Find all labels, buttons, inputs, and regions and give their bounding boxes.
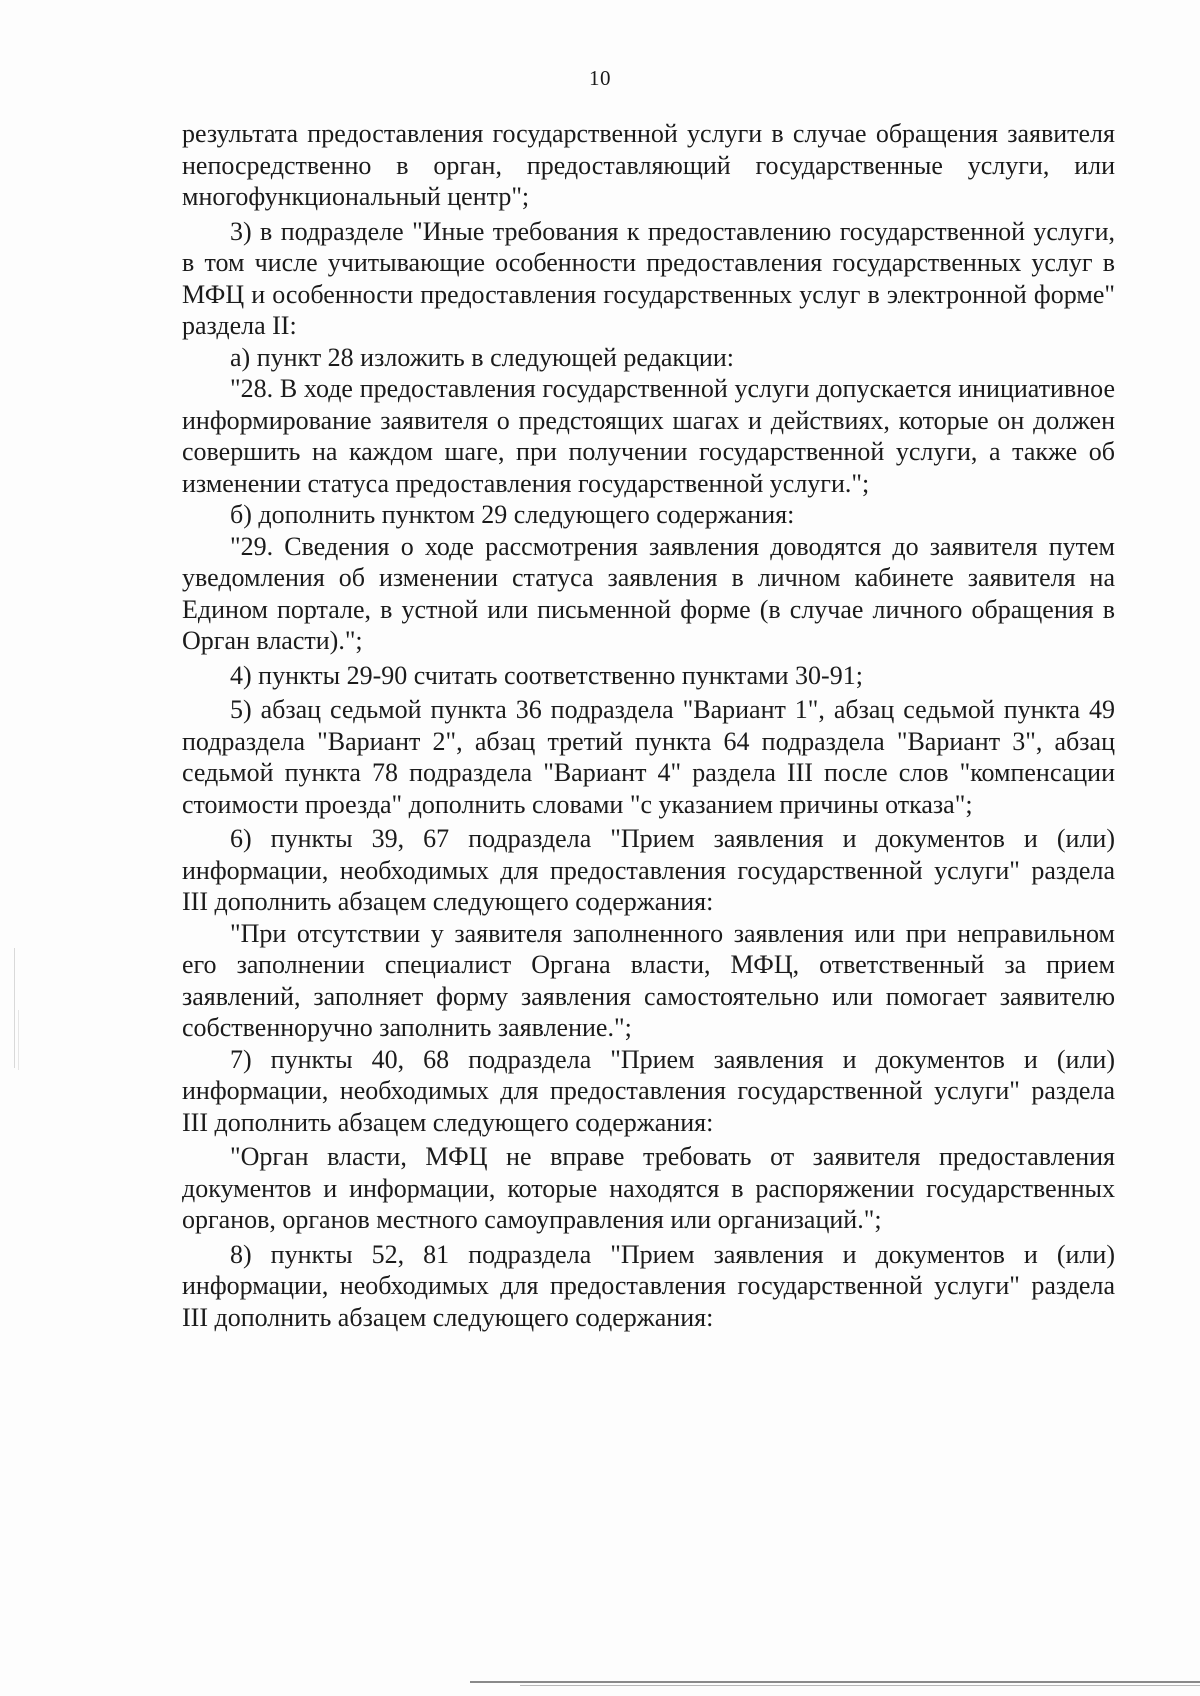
paragraph-point-29: "29. Сведения о ходе рассмотрения заявления доводятся до заявителя путем уведомления об изменении статуса заявления в личном кабинете заявителя на Едином портале, в устной или письменной форме (в случае личного обращения в Орган власти).";	[182, 531, 1115, 655]
paragraph-item-7: 7) пункты 40, 68 подраздела "Прием заявления и документов и (или) информации, необходимых для предоставления государственной услуги" раздела III дополнить абзацем следующего содержания:	[182, 1044, 1115, 1137]
paragraph-item-8: 8) пункты 52, 81 подраздела "Прием заявления и документов и (или) информации, необходимых для предоставления государственной услуги" раздела III дополнить абзацем следующего содержания:	[182, 1239, 1115, 1332]
scan-edge-mark	[14, 948, 15, 1068]
paragraph-quote-item-6: "При отсутствии у заявителя заполненного заявления или при неправильном его заполнении специалист Органа власти, МФЦ, ответственный за прием заявлений, заполняет форму заявления самостоятельно или помогает заявителю собственноручно заполнить заявление.";	[182, 918, 1115, 1042]
paragraph-item-3: 3) в подразделе "Иные требования к предоставлению государственной услуги, в том числе учитывающие особенности предоставления государственных услуг в МФЦ и особенности предоставления государственных услуг в электронной форме" раздела II:	[182, 216, 1115, 340]
paragraph-item-6: 6) пункты 39, 67 подраздела "Прием заявления и документов и (или) информации, необходимых для предоставления государственной услуги" раздела III дополнить абзацем следующего содержания:	[182, 824, 1115, 916]
paragraph-subitem-b: б) дополнить пунктом 29 следующего содержания:	[230, 500, 795, 529]
scan-edge-mark	[18, 1010, 19, 1070]
paragraph-point-28: "28. В ходе предоставления государственной услуги допускается инициативное информирование заявителя о предстоящих шагах и действиях, которые он должен совершить на каждом шаге, при получении государственной услуги, а также об изменении статуса предоставления государственной услуги.";	[182, 374, 1115, 498]
bottom-scan-line	[470, 1681, 1200, 1683]
paragraph-item-5: 5) абзац седьмой пункта 36 подраздела "Вариант 1", абзац седьмой пункта 49 подраздела "Вариант 2", абзац третий пункта 64 подраздела "Вариант 3", абзац седьмой пункта 78 подраздела "Вариант 4" раздела III после слов "компенсации стоимости проезда" дополнить словами "с указанием причины отказа";	[182, 695, 1115, 819]
page-number: 10	[589, 66, 611, 90]
paragraph-subitem-a: а) пункт 28 изложить в следующей редакции:	[230, 342, 734, 372]
bottom-scan-line	[520, 1685, 1200, 1686]
paragraph-quote-item-7: "Орган власти, МФЦ не вправе требовать от заявителя предоставления документов и информации, которые находятся в распоряжении государственных органов, органов местного самоуправления или организаций.";	[182, 1142, 1115, 1234]
paragraph-item-4: 4) пункты 29-90 считать соответственно пунктами 30-91;	[230, 660, 863, 690]
document-body	[182, 118, 1115, 1333]
paragraph-continuation: результата предоставления государственной услуги в случае обращения заявителя непосредственно в орган, предоставляющий государственные услуги, или многофункциональный центр";	[182, 119, 1115, 211]
